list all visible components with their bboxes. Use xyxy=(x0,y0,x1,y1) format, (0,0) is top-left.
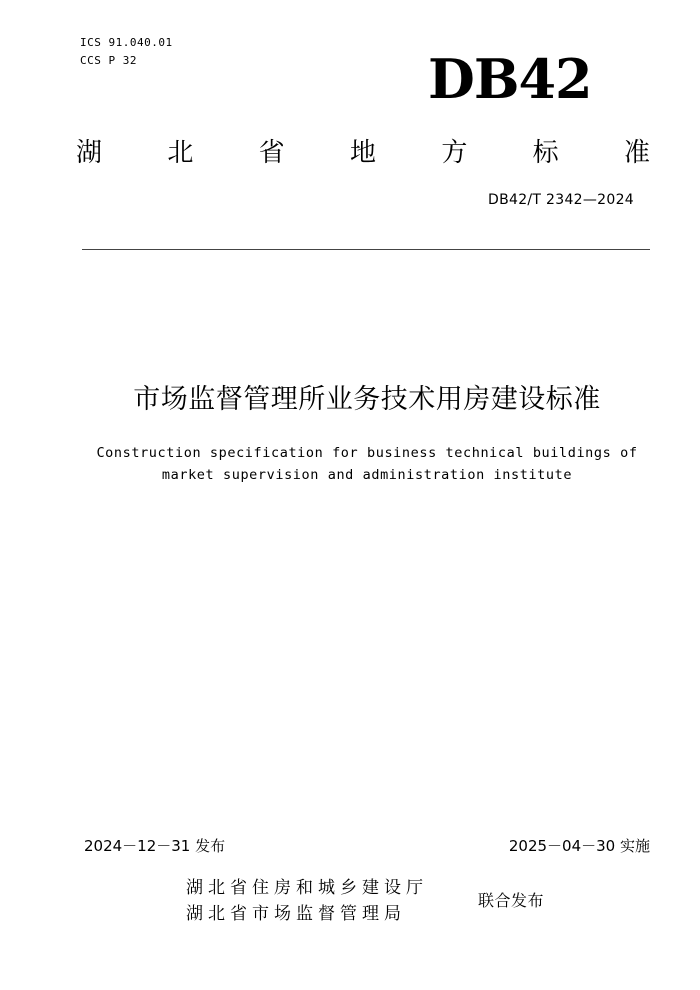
issue-date: 2024－12－31 发布 xyxy=(84,837,226,855)
header-divider xyxy=(82,249,650,250)
title-english xyxy=(0,442,700,486)
issuer-housing-department: 湖北省住房和城乡建设厅 xyxy=(186,878,428,898)
title-english-line: market supervision and administration institute xyxy=(161,467,573,483)
ccs-code: CCS P 32 xyxy=(80,54,137,67)
issuing-organizations xyxy=(186,875,428,927)
standard-type-heading xyxy=(76,136,650,170)
standard-type-char: 方 xyxy=(441,138,468,168)
joint-release-label: 联合发布 xyxy=(478,891,545,910)
standard-type-char: 准 xyxy=(623,138,650,168)
standard-type-char: 湖 xyxy=(76,138,103,168)
ics-code: ICS 91.040.01 xyxy=(80,36,173,49)
title-chinese: 市场监督管理所业务技术用房建设标准 xyxy=(133,384,601,415)
standard-type-char: 地 xyxy=(349,138,376,168)
issuer-market-supervision-bureau: 湖北省市场监督管理局 xyxy=(186,904,406,924)
standard-number: DB42/T 2342—2024 xyxy=(488,192,634,208)
implementation-date: 2025－04－30 实施 xyxy=(508,837,650,855)
title-english-line: Construction specification for business technical buildings of xyxy=(96,445,638,461)
standard-type-char: 省 xyxy=(258,138,285,168)
standard-type-char: 北 xyxy=(167,138,194,168)
standard-type-char: 标 xyxy=(532,138,559,168)
db42-logo: DB42 xyxy=(428,47,592,111)
